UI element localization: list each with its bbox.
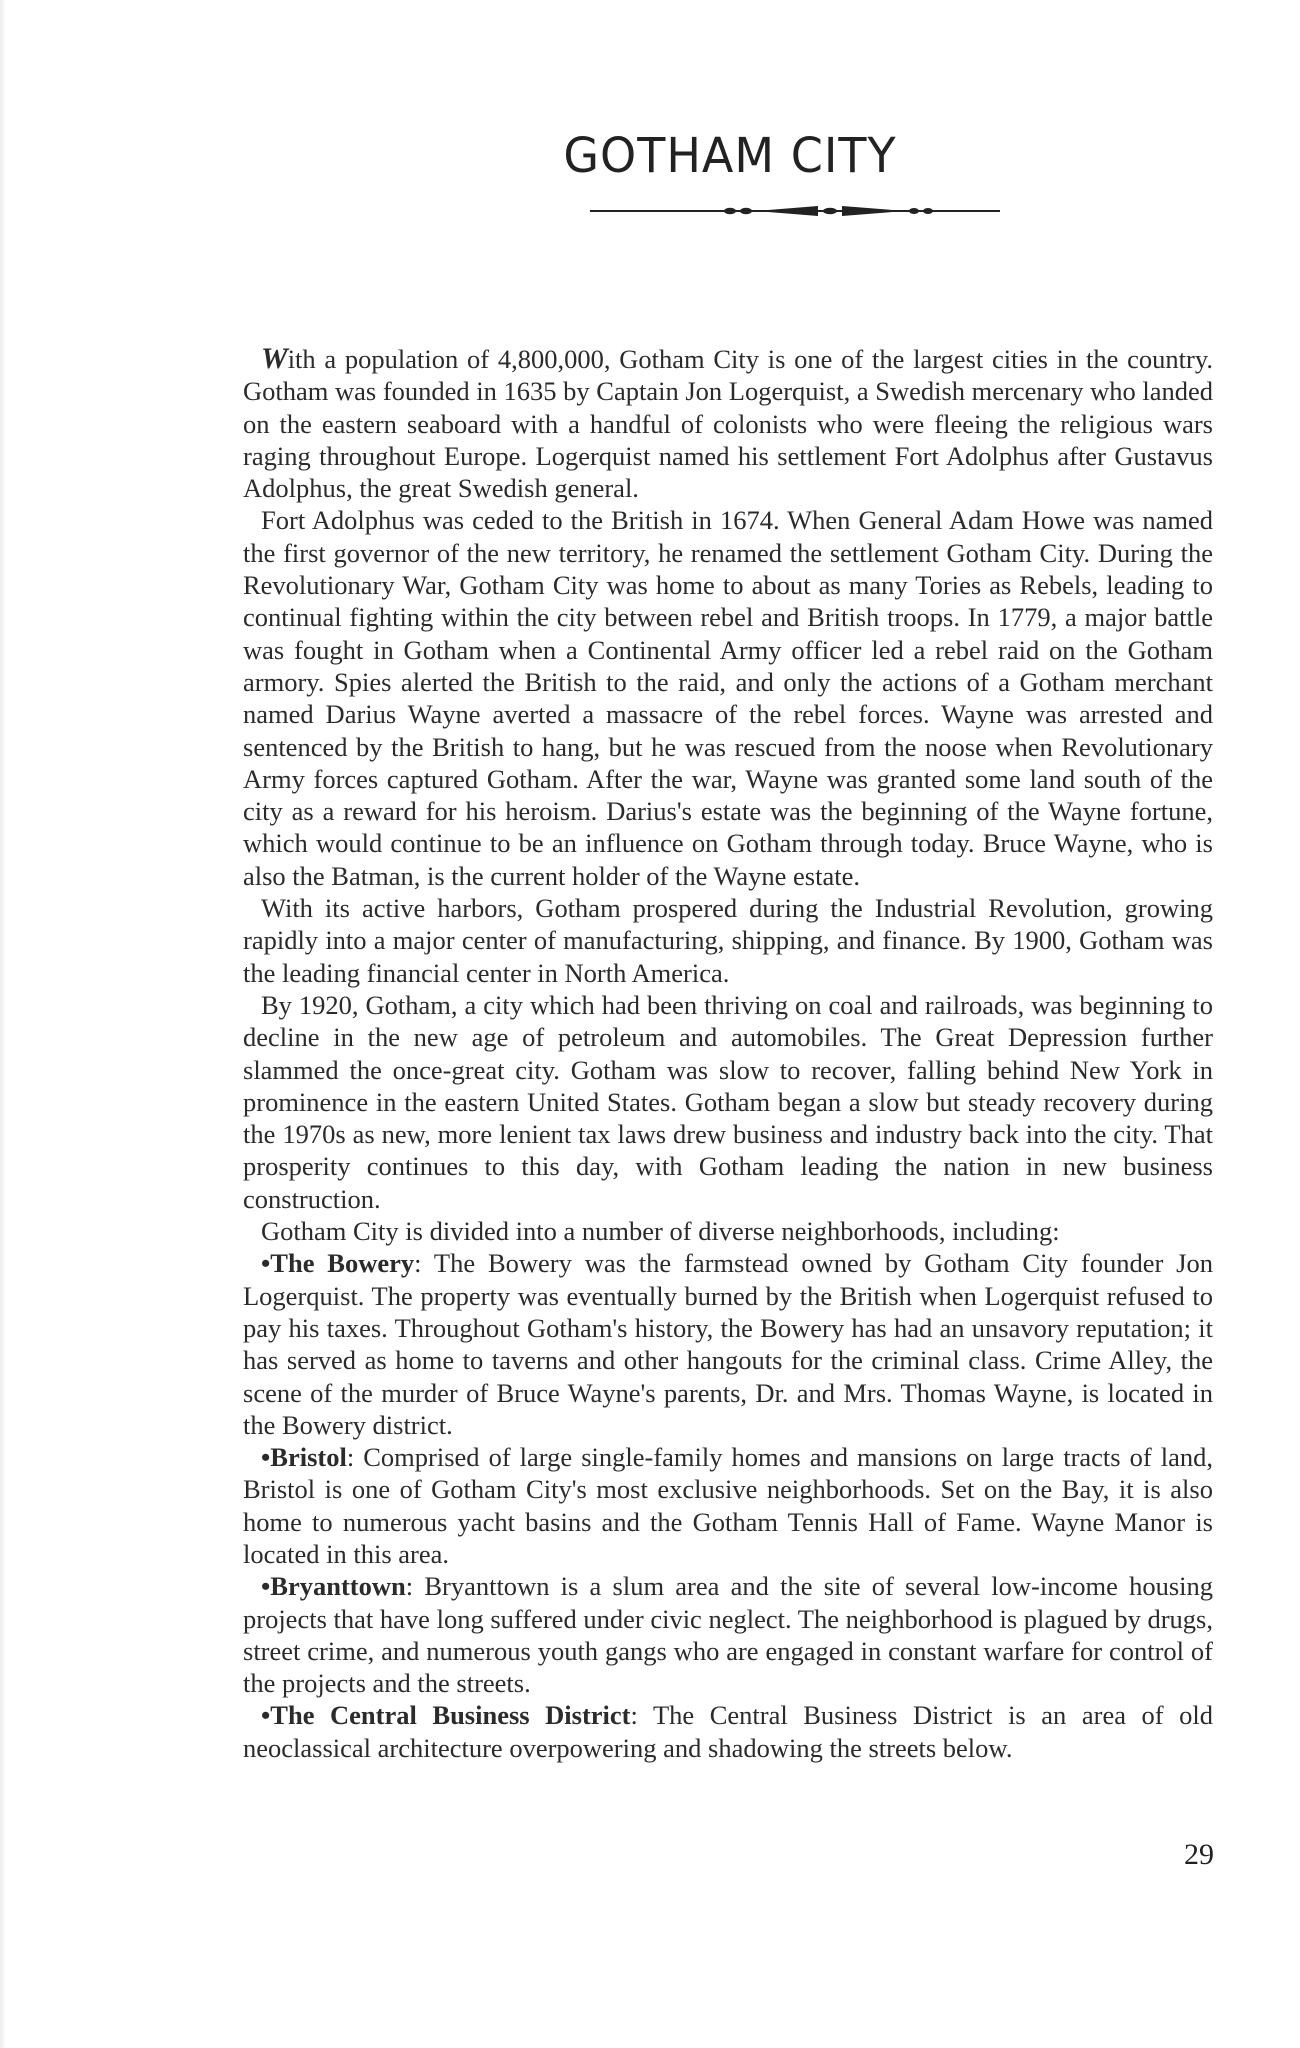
bullet-icon: •	[261, 1248, 271, 1279]
industrial-paragraph: With its active harbors, Gotham prospered during the Industrial Revolution, growing rapidly into a major center of manufacturing, shipping, and finance. By 1900, Gotham was the leading financial center in North America.	[243, 893, 1213, 988]
neighborhood-description: : The Bowery was the farmstead owned by Gotham City founder Jon Logerquist. The property was eventually burned by the British when Logerquist refused to pay his taxes. Throughout Gotham's history, the Bowery has had an unsavory reputation; it has served as home to taverns and other hangouts for the criminal class. Crime Alley, the scene of the murder of Bruce Wayne's parents, Dr. and Mrs. Thomas Wayne, is located in the Bowery district.	[243, 1248, 1213, 1440]
bullet-icon: •	[261, 1571, 271, 1602]
bullet-icon: •	[261, 1700, 271, 1731]
drop-cap: W	[261, 342, 288, 375]
neighborhood-name: The Central Business District	[270, 1700, 631, 1731]
history-paragraph: Fort Adolphus was ceded to the British in 1674. When General Adam Howe was named the first governor of the new territory, he renamed the settlement Gotham City. During the Revolutionary War, Gotham City was home to about as many Tories as Rebels, leading to continual fighting within the city between rebel and British troops. In 1779, a major battle was fought in Gotham when a Continental Army officer led a rebel raid on the Gotham armory. Spies alerted the British to the raid, and only the actions of a Gotham merchant named Darius Wayne averted a massacre of the rebel forces. Wayne was arrested and sentenced by the British to hang, but he was rescued from the noose when Revolutionary Army forces captured Gotham. After the war, Wayne was granted some land south of the city as a reward for his heroism. Darius's estate was the beginning of the Wayne fortune, which would continue to be an influence on Gotham through today. Bruce Wayne, who is also the Batman, is the current holder of the Wayne estate.	[243, 505, 1213, 891]
neighborhood-description: : Comprised of large single-family homes and mansions on large tracts of land, Bristol is one of Gotham City's most exclusive neighborhoods. Set on the Bay, it is also home to numerous yacht basins and the Gotham Tennis Hall of Fame. Wayne Manor is located in this area.	[243, 1442, 1213, 1569]
neighborhood-entry-central-business-district	[243, 1699, 1213, 1764]
neighborhood-entry-bowery	[243, 1247, 1213, 1441]
decline-paragraph: By 1920, Gotham, a city which had been thriving on coal and railroads, was beginning to decline in the new age of petroleum and automobiles. The Great Depression further slammed the once-great city. Gotham was slow to recover, falling behind New York in prominence in the eastern United States. Gotham began a slow but steady recovery during the 1970s as new, more lenient tax laws drew business and industry back into the city. That prosperity continues to this day, with Gotham leading the nation in new business construction.	[243, 989, 1213, 1214]
neighborhood-entry-bryanttown	[243, 1570, 1213, 1699]
bullet-icon: •	[261, 1442, 271, 1473]
neighborhood-description: : Bryanttown is a slum area and the site of several low-income housing projects that have long suffered under civic neglect. The neighborhood is plagued by drugs, street crime, and numerous youth gangs who are engaged in constant warfare for control of the projects and the streets.	[243, 1571, 1213, 1699]
neighborhoods-intro: Gotham City is divided into a number of diverse neighborhoods, including:	[261, 1216, 1060, 1247]
page-number: 29	[1184, 1838, 1214, 1871]
page-edge-shadow	[0, 0, 6, 2048]
neighborhood-name: Bryanttown	[270, 1571, 406, 1602]
article-body	[243, 343, 1213, 1764]
neighborhood-description: : The Central Business District is an area of old neoclassical architecture overpowering and shadowing the streets below.	[243, 1700, 1214, 1763]
page-title: GOTHAM CITY	[563, 126, 897, 184]
neighborhood-name: The Bowery	[270, 1248, 415, 1279]
neighborhood-entry-bristol	[243, 1441, 1213, 1570]
paragraph-text: ith a population of 4,800,000, Gotham City is one of the largest cities in the country. Gotham was founded in 1635 by Captain Jon Logerquist, a Swedish mercenary who landed on the eastern seaboard with a handful of colonists who were fleeing the religious wars raging throughout Europe. Logerquist named his settlement Fort Adolphus after Gustavus Adolphus, the great Swedish general.	[243, 344, 1213, 504]
intro-paragraph	[243, 343, 1213, 504]
neighborhood-name: Bristol	[270, 1442, 347, 1473]
ornamental-divider-icon	[590, 203, 1000, 219]
